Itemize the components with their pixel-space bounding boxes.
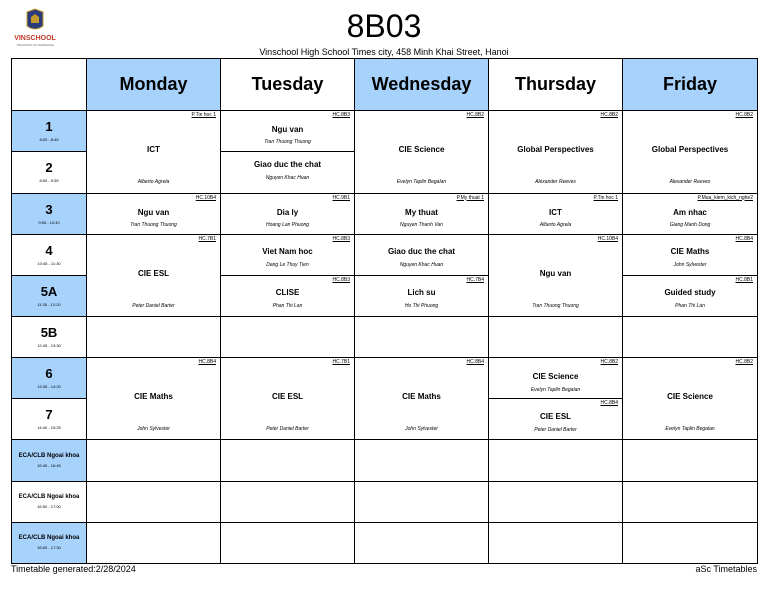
subject-label: CIE Science: [532, 372, 579, 382]
lesson-cell[interactable]: [623, 193, 758, 234]
period-header: [12, 399, 87, 440]
teacher-label: John Sylvester: [137, 426, 170, 433]
subject-label: Giao duc the chat: [387, 246, 456, 256]
lesson-cell[interactable]: [489, 358, 623, 399]
period-header: [12, 152, 87, 193]
subject-label: CIE ESL: [137, 268, 170, 278]
period-header: [12, 481, 87, 522]
empty-cell[interactable]: [87, 440, 221, 481]
room-label: HC.7B4: [466, 276, 484, 283]
subject-label: CLISE: [275, 287, 300, 297]
period-time: 9:55 - 10:40: [38, 219, 60, 225]
period-time: 15:45 - 16:45: [37, 463, 61, 469]
room-label: HC.7B1: [332, 359, 350, 366]
lesson-cell[interactable]: [489, 399, 623, 440]
room-label: HC.10B4: [195, 194, 216, 201]
subject-label: ICT: [549, 207, 562, 217]
period-name: 3: [45, 201, 53, 217]
lesson-cell[interactable]: [87, 111, 221, 193]
lesson-cell[interactable]: [489, 234, 623, 316]
empty-cell[interactable]: [489, 522, 623, 563]
subject-label: CIE Maths: [134, 392, 173, 402]
subject-label: Ngu van: [539, 268, 572, 278]
day-header-tuesday: Tuesday: [221, 59, 355, 111]
lesson-cell[interactable]: [221, 193, 355, 234]
subject-label: CIE Maths: [402, 392, 441, 402]
lesson-cell[interactable]: [221, 275, 355, 316]
empty-cell[interactable]: [623, 316, 758, 357]
period-name: 4: [45, 242, 53, 258]
room-label: HC.8B1: [735, 276, 753, 283]
empty-cell[interactable]: [221, 522, 355, 563]
subject-label: CIE ESL: [271, 392, 304, 402]
teacher-label: Alberto Agrela: [137, 179, 170, 186]
room-label: P.My thuat 1: [456, 194, 484, 201]
period-name: 2: [45, 160, 53, 176]
empty-cell[interactable]: [221, 440, 355, 481]
room-label: HC.8B3: [332, 235, 350, 242]
empty-cell[interactable]: [355, 481, 489, 522]
period-time: 12:45 - 13:30: [37, 343, 61, 349]
room-label: P.Mua_kiem_kich_nghe2: [697, 194, 753, 201]
period-name: ECA/CLB Ngoai khoa: [18, 453, 80, 460]
period-name: 7: [45, 407, 53, 423]
subject-label: Dia ly: [276, 207, 299, 217]
empty-cell[interactable]: [355, 316, 489, 357]
subject-label: Viet Nam hoc: [262, 246, 313, 256]
room-label: HC.8B4: [466, 359, 484, 366]
room-label: HC.8B2: [600, 112, 618, 119]
subject-label: Ngu van: [271, 125, 304, 135]
lesson-cell[interactable]: [355, 275, 489, 316]
subject-label: Lich su: [407, 287, 436, 297]
room-label: P.Tin hoc 1: [593, 194, 618, 201]
lesson-cell[interactable]: [87, 358, 221, 440]
lesson-cell[interactable]: [355, 358, 489, 440]
day-header-friday: Friday: [623, 59, 758, 111]
room-label: HC.10B4: [597, 235, 618, 242]
timetable: [11, 58, 758, 564]
teacher-label: Alexander Reeves: [535, 179, 576, 186]
teacher-label: Evelyn Taplin Begalan: [396, 179, 447, 186]
empty-cell[interactable]: [355, 440, 489, 481]
teacher-label: Phan Thi Lan: [272, 302, 303, 309]
period-name: 5A: [40, 283, 58, 299]
period-header: [12, 234, 87, 275]
period-row: [12, 234, 758, 275]
header-row: [12, 59, 758, 111]
teacher-label: Alberto Agrela: [539, 221, 572, 228]
lesson-cell[interactable]: [221, 111, 355, 152]
subject-label: CIE Maths: [670, 246, 710, 256]
period-header: [12, 440, 87, 481]
corner-cell: [12, 59, 87, 111]
teacher-label: Nguyen Khac Huan: [265, 175, 310, 182]
period-name: ECA/CLB Ngoai khoa: [18, 494, 80, 501]
period-header: [12, 275, 87, 316]
lesson-cell[interactable]: [221, 234, 355, 275]
period-name: 6: [45, 366, 53, 382]
period-header: [12, 522, 87, 563]
lesson-cell[interactable]: [221, 358, 355, 440]
teacher-label: Alexander Reeves: [669, 179, 711, 186]
period-header: [12, 111, 87, 152]
teacher-label: Dang Le Thuy Tien: [266, 261, 309, 268]
lesson-cell[interactable]: [87, 234, 221, 316]
subject-label: Am nhac: [673, 207, 707, 217]
subject-label: Giao duc the chat: [253, 160, 322, 170]
lesson-cell[interactable]: [489, 193, 623, 234]
period-time: 11:35 - 12:20: [37, 301, 61, 307]
period-row: [12, 358, 758, 399]
teacher-label: Giang Manh Dong: [669, 221, 711, 228]
teacher-label: Tran Thuong Thuong: [130, 221, 177, 228]
empty-cell[interactable]: [489, 440, 623, 481]
period-header: [12, 358, 87, 399]
period-header: [12, 193, 87, 234]
period-time: 8:00 - 8:45: [39, 137, 59, 143]
period-name: 5B: [40, 325, 58, 341]
brand-label: aSc Timetables: [695, 564, 757, 574]
teacher-label: John Sylvester: [405, 426, 438, 433]
subject-label: Global Perspectives: [517, 145, 594, 155]
empty-cell[interactable]: [221, 316, 355, 357]
period-time: 13:35 - 14:20: [37, 384, 61, 390]
room-label: HC.8B4: [198, 359, 216, 366]
lesson-cell[interactable]: [623, 358, 758, 440]
teacher-label: Peter Daniel Barter: [132, 302, 175, 309]
day-header-wednesday: Wednesday: [355, 59, 489, 111]
lesson-cell[interactable]: [355, 111, 489, 193]
room-label: HC.8B2: [466, 112, 484, 119]
teacher-label: Ho Thi Phuong: [404, 302, 439, 309]
period-header: [12, 316, 87, 357]
empty-cell[interactable]: [221, 481, 355, 522]
subject-label: ICT: [147, 145, 160, 155]
period-time: 16:50 - 17:00: [37, 504, 61, 510]
room-label: HC.8B2: [735, 112, 753, 119]
empty-cell[interactable]: [87, 481, 221, 522]
lesson-cell[interactable]: [623, 275, 758, 316]
page-subtitle: Vinschool High School Times city, 458 Minh Khai Street, Hanoi: [259, 47, 509, 57]
period-row: [12, 440, 758, 481]
room-label: HC.9B1: [332, 194, 350, 201]
subject-label: My thuat: [405, 207, 438, 217]
empty-cell[interactable]: [87, 522, 221, 563]
teacher-label: Nguyen Khac Huan: [399, 261, 444, 268]
period-time: 8:50 - 9:35: [39, 178, 59, 184]
lesson-cell[interactable]: [221, 152, 355, 193]
period-row: [12, 111, 758, 152]
empty-cell[interactable]: [623, 440, 758, 481]
empty-cell[interactable]: [489, 481, 623, 522]
page-title: 8B03: [346, 8, 422, 44]
logo-tagline: THE SCHOOL OF KNOWLEDGE: [16, 44, 54, 47]
lesson-cell[interactable]: [87, 193, 221, 234]
teacher-label: John Sylvester: [673, 261, 707, 268]
generated-date: Timetable generated:2/28/2024: [11, 564, 136, 574]
lesson-cell[interactable]: [623, 234, 758, 275]
period-row: [12, 522, 758, 563]
teacher-label: Peter Daniel Barter: [266, 426, 309, 433]
lesson-cell[interactable]: [355, 193, 489, 234]
period-time: 10:45 - 11:30: [37, 260, 61, 266]
empty-cell[interactable]: [623, 522, 758, 563]
room-label: P.Tin hoc 1: [191, 112, 216, 119]
room-label: HC.8B2: [600, 359, 618, 366]
lesson-cell[interactable]: [355, 234, 489, 275]
logo-text: VINSCHOOL: [14, 35, 56, 42]
room-label: HC.8B2: [735, 359, 753, 366]
teacher-label: Phan Thi Lan: [675, 302, 705, 309]
period-time: 16:50 - 17:30: [37, 545, 61, 551]
subject-label: Global Perspectives: [651, 145, 729, 155]
lesson-cell[interactable]: [623, 111, 758, 193]
subject-label: Ngu van: [137, 207, 170, 217]
period-row: [12, 481, 758, 522]
teacher-label: Tran Thuong Thuong: [264, 139, 311, 146]
subject-label: CIE ESL: [539, 412, 572, 422]
period-row: [12, 193, 758, 234]
empty-cell[interactable]: [489, 316, 623, 357]
period-row: [12, 316, 758, 357]
subject-label: CIE Science: [667, 392, 713, 402]
teacher-label: Evelyn Taplin Begalan: [665, 426, 715, 433]
empty-cell[interactable]: [355, 522, 489, 563]
room-label: HC.8B4: [600, 400, 618, 407]
period-name: ECA/CLB Ngoai khoa: [18, 535, 80, 542]
subject-label: Guided study: [664, 287, 716, 297]
subject-label: CIE Science: [398, 145, 445, 155]
teacher-label: Evelyn Taplin Begalan: [530, 387, 581, 394]
teacher-label: Peter Daniel Barter: [534, 427, 577, 434]
room-label: HC.7B1: [198, 235, 216, 242]
day-header-thursday: Thursday: [489, 59, 623, 111]
teacher-label: Nguyen Thanh Van: [400, 221, 443, 228]
period-name: 1: [45, 119, 53, 135]
lesson-cell[interactable]: [489, 111, 623, 193]
empty-cell[interactable]: [87, 316, 221, 357]
empty-cell[interactable]: [623, 481, 758, 522]
room-label: HC.8B3: [332, 276, 350, 283]
teacher-label: Tran Thuong Thuong: [532, 302, 579, 309]
room-label: HC.8B4: [735, 235, 753, 242]
period-time: 14:40 - 15:25: [37, 425, 61, 431]
teacher-label: Hoang Lan Phuong: [265, 221, 310, 228]
day-header-monday: Monday: [87, 59, 221, 111]
room-label: HC.8B3: [332, 112, 350, 119]
